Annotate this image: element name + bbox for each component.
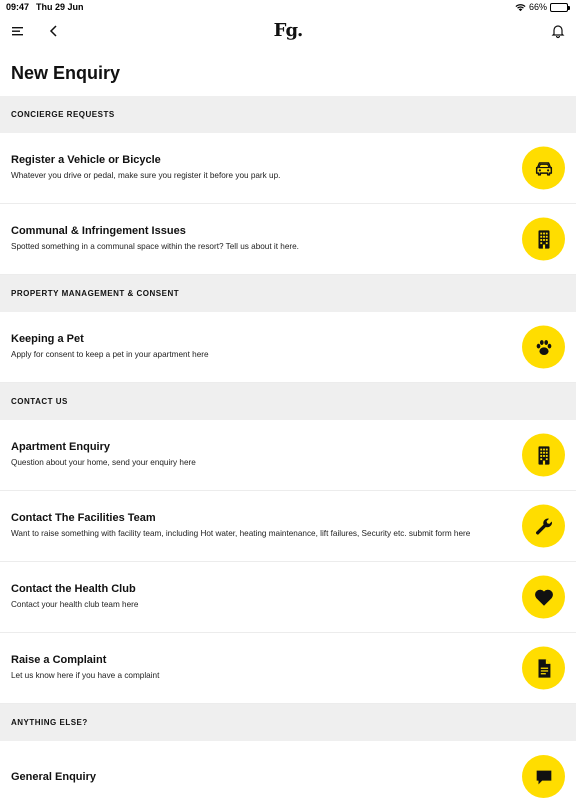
car-icon [522,147,565,190]
status-time: 09:47 [6,2,30,12]
item-text [11,583,504,611]
wrench-icon [522,505,565,548]
notifications-button[interactable] [550,23,566,39]
status-date: Thu 29 Jun [36,2,84,12]
enquiry-item-apartment-enquiry[interactable] [0,420,576,491]
paw-icon [522,326,565,369]
item-description: Whatever you drive or pedal, make sure you register it before you park up. [11,171,281,180]
page-title: New Enquiry [11,63,121,83]
building-icon [522,218,565,261]
item-text [11,512,504,540]
item-description: Question about your home, send your enquiry here [11,458,196,467]
bell-icon [550,23,566,39]
item-title: Keeping a Pet [11,333,84,345]
item-description: Let us know here if you have a complaint [11,671,160,680]
document-icon [522,647,565,690]
enquiry-item-contact-the-facilities-team[interactable] [0,491,576,562]
battery-icon [550,3,568,12]
menu-button[interactable] [10,23,26,39]
item-text [11,771,504,786]
item-text [11,333,504,361]
item-description: Want to raise something with facility team, including Hot water, heating maintenance, lift failures, Security etc. submit form here [11,529,471,538]
app-logo[interactable]: Fg. [273,20,303,41]
enquiry-item-register-a-vehicle-or-bicycle[interactable] [0,133,576,204]
item-title: Communal & Infringement Issues [11,225,186,237]
menu-icon [10,23,26,39]
building-icon [522,434,565,477]
item-text [11,225,504,253]
item-title: Raise a Complaint [11,654,107,666]
enquiry-item-keeping-a-pet[interactable] [0,312,576,383]
item-text [11,441,504,469]
heart-icon [522,576,565,619]
item-title: Apartment Enquiry [11,441,111,453]
item-text [11,154,504,182]
top-nav [0,16,576,48]
section-header-contact-us: CONTACT US [0,383,576,420]
battery-percent: 66% [528,2,547,12]
item-text [11,654,504,682]
item-title: Contact the Health Club [11,583,136,595]
enquiry-item-contact-the-health-club[interactable] [0,562,576,633]
chat-icon [522,755,565,798]
wifi-icon [515,3,526,12]
item-description: Contact your health club team here [11,600,139,609]
enquiry-item-general-enquiry[interactable] [0,741,576,812]
enquiry-item-communal-and-infringement-issues[interactable] [0,204,576,275]
enquiry-item-raise-a-complaint[interactable] [0,633,576,704]
section-header-property-management-and-consent: PROPERTY MANAGEMENT & CONSENT [0,275,576,312]
item-title: Register a Vehicle or Bicycle [11,154,161,166]
item-description: Spotted something in a communal space within the resort? Tell us about it here. [11,242,299,251]
status-bar [0,0,576,16]
item-description: Apply for consent to keep a pet in your apartment here [11,350,209,359]
item-title: Contact The Facilities Team [11,512,156,524]
section-header-concierge-requests: CONCIERGE REQUESTS [0,96,576,133]
chevron-left-icon [46,23,62,39]
enquiry-list [0,96,576,812]
section-header-anything-else: ANYTHING ELSE? [0,704,576,741]
item-title: General Enquiry [11,771,96,783]
status-right [515,2,568,12]
back-button[interactable] [46,23,62,39]
